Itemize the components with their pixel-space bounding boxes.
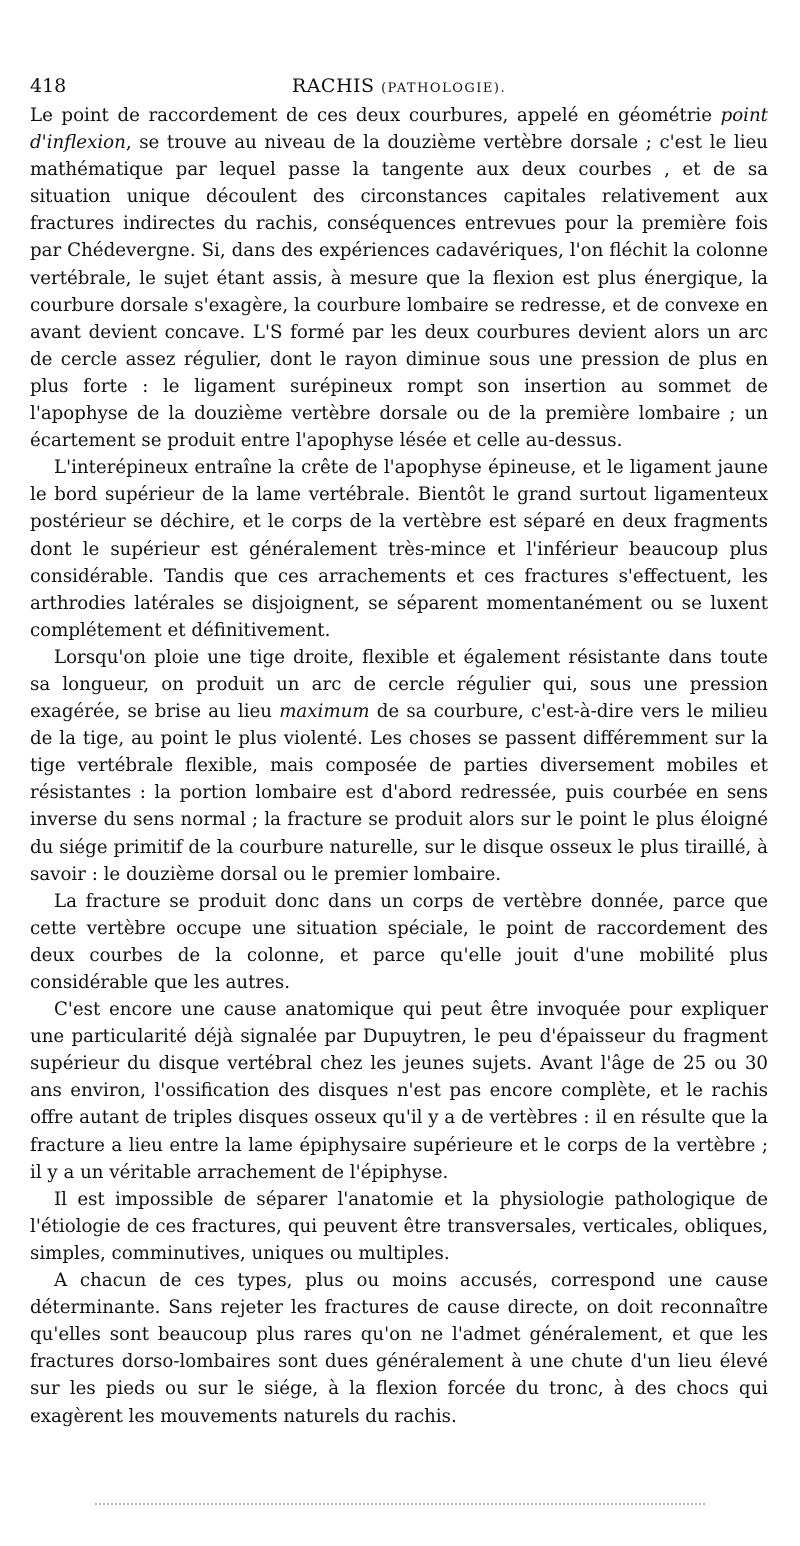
- paragraph-6: [30, 1186, 768, 1267]
- running-title-subtitle: (PATHOLOGIE).: [381, 81, 507, 96]
- paragraph-3-italic: maximum: [279, 701, 370, 723]
- running-title: [30, 70, 768, 105]
- paragraph-6-text: Il est impossible de séparer l'anatomie et la physiologie pathologique de l'étiologie de ces fractures, qui peuvent être transversales, verticales, obliques, simples, comminutives, uniques ou multiples.: [30, 1188, 768, 1264]
- running-title-main: RACHIS: [291, 75, 375, 97]
- paragraph-2: [30, 454, 768, 644]
- footer-dotted-rule: [95, 1503, 705, 1505]
- paragraph-4-text: La fracture se produit donc dans un corps de vertèbre donnée, parce que cette vertèbre occupe une situation spéciale, le point de raccordement des deux courbes de la colonne, et parce qu'elle jouit d'une mobilité plus considérable que les autres.: [30, 890, 768, 993]
- paragraph-3: [30, 644, 768, 888]
- paragraph-3-text-a: Lorsqu'on ploie une tige droite, flexible et également résistante dans toute sa longueur, on produit un arc de cercle régulier qui, sous une pression exagérée, se brise au lieu: [30, 646, 768, 723]
- running-head: [30, 70, 768, 102]
- paragraph-2-text: L'interépineux entraîne la crête de l'apophyse épineuse, et le ligament jaune le bord supérieur de la lame vertébrale. Bientôt le grand surtout ligamenteux postérieur se déchire, et le corps de la vertèbre est séparé en deux fragments dont le supérieur est généralement très-mince et l'inférieur beaucoup plus considérable. Tandis que ces arrachements et ces fractures s'effectuent, les arthrodies latérales se disjoignent, se séparent momentanément ou se luxent complétement et définitivement.: [30, 457, 768, 641]
- paragraph-5-text: C'est encore une cause anatomique qui peut être invoquée pour expliquer une particularité déjà signalée par Dupuytren, le peu d'épaisseur du fragment supérieur du disque vertébral chez les jeunes sujets. Avant l'âge de 25 ou 30 ans environ, l'ossification des disques n'est pas encore complète, et le rachis offre autant de triples disques osseux qu'il y a de vertèbres : il en résulte que la fracture a lieu entre la lame épiphysaire supérieure et le corps de la vertèbre ; il y a un véritable arrachement de l'épiphyse.: [30, 999, 768, 1183]
- book-page: [30, 70, 768, 1430]
- paragraph-1: [30, 102, 768, 454]
- paragraph-5: [30, 996, 768, 1186]
- body-text: [30, 102, 768, 1430]
- paragraph-1-text-b: , se trouve au niveau de la douzième vertèbre dorsale ; c'est le lieu mathématique par lequel passe la tangente aux deux courbes , et de sa situation unique découlent des circonstances capitales relativement aux fractures indirectes du rachis, conséquences entrevues pour la première fois par Chédevergne. Si, dans des expériences cadavériques, l'on fléchit la colonne vertébrale, le sujet étant assis, à mesure que la flexion est plus énergique, la courbure dorsale s'exagère, la courbure lombaire se redresse, et de convexe en avant devient concave. L'S formé par les deux courbures devient alors un arc de cercle assez régulier, dont le rayon diminue sous une pression de plus en plus forte : le ligament surépineux rompt son insertion au sommet de l'apophyse de la douzième vertèbre dorsale ou de la première lombaire ; un écartement se produit entre l'apophyse lésée et celle au-dessus.: [30, 132, 768, 452]
- paragraph-7: [30, 1267, 768, 1430]
- paragraph-4: [30, 888, 768, 996]
- paragraph-3-text-b: de sa courbure, c'est-à-dire vers le milieu de la tige, au point le plus violenté. Les choses se passent différemment sur la tige vertébrale flexible, mais composée de parties diversement mobiles et résistantes : la portion lombaire est d'abord redressée, puis courbée en sens inverse du sens normal ; la fracture se produit alors sur le point le plus éloigné du siége primitif de la courbure naturelle, sur le disque osseux le plus tiraillé, à savoir : le douzième dorsal ou le premier lombaire.: [30, 701, 768, 885]
- paragraph-1-text-a: Le point de raccordement de ces deux courbures, appelé en géométrie: [30, 105, 721, 126]
- page-number: 418: [30, 75, 67, 97]
- paragraph-1-italic: point d'inflexion: [30, 105, 768, 154]
- paragraph-7-text: A chacun de ces types, plus ou moins accusés, correspond une cause déterminante. Sans rejeter les fractures de cause directe, on doit reconnaître qu'elles sont beaucoup plus rares qu'on ne l'admet généralement, et que les fractures dorso-lombaires sont dues généralement à une chute d'un lieu élevé sur les pieds ou sur le siége, à la flexion forcée du tronc, à des chocs qui exagèrent les mouvements naturels du rachis.: [30, 1270, 768, 1427]
